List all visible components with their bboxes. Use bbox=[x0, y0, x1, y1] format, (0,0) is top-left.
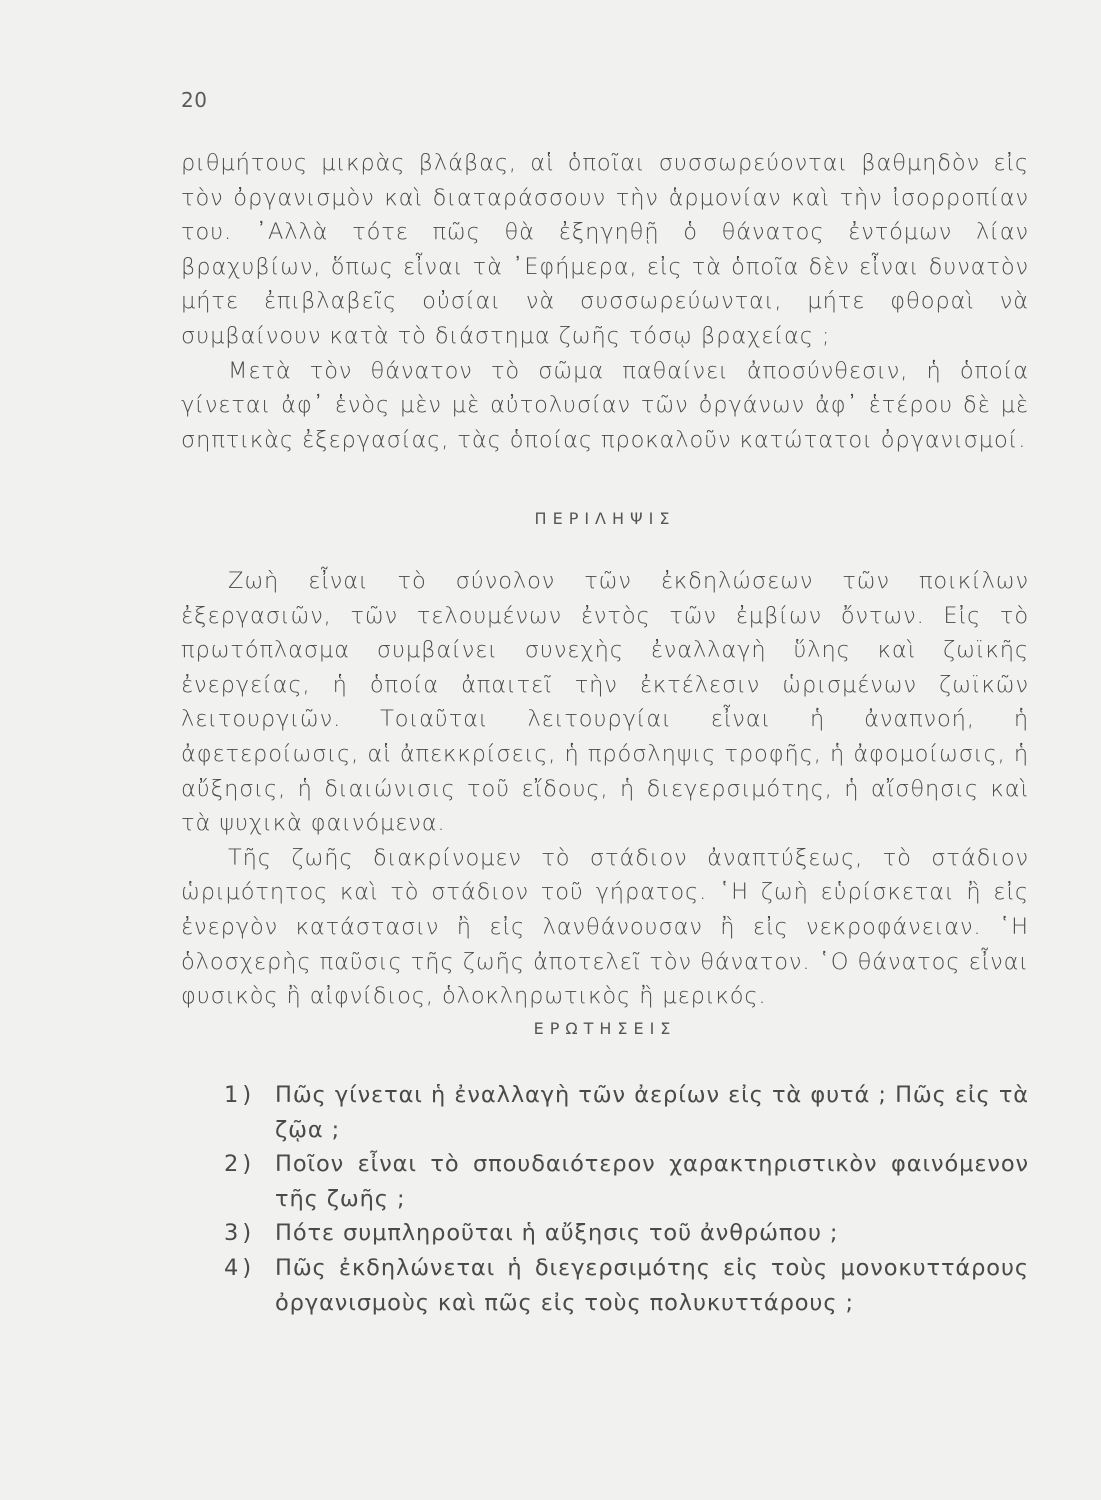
question-number: 3) bbox=[224, 1220, 256, 1247]
questions-list bbox=[181, 1078, 1029, 1320]
summary-paragraph-life: Ζωὴ εἶναι τὸ σύνολον τῶν ἐκδηλώσεων τῶν ποικίλων ἐξεργασιῶν, τῶν τελουμένων ἐντὸς τῶν ἐμβίων ὄντων. Εἰς τὸ πρωτόπλασμα συμβαίνει συνεχὴς ἐναλλαγὴ ὕλης καὶ ζωϊκῆς ἐνεργείας, ἡ ὁποία ἀπαιτεῖ τὴν ἐκτέλεσιν ὡρισμένων ζωϊκῶν λειτουργιῶν. Τοιαῦται λειτουργίαι εἶναι ἡ ἀναπνοή, ἡ ἀφετεροίωσις, αἱ ἀπεκκρίσεις, ἡ πρόσληψις τροφῆς, ἡ ἀφομοίωσις, ἡ αὔξησις, ἡ διαιώνισις τοῦ εἴδους, ἡ διεγερσιμότης, ἡ αἴσθησις καὶ τὰ ψυχικὰ φαινόμενα. bbox=[181, 568, 1029, 837]
question-text: Ποῖον εἶναι τὸ σπουδαιότερον χαρακτηριστικὸν φαινόμενον τῆς ζωῆς ; bbox=[275, 1151, 1029, 1212]
paragraph-decomposition: Μετὰ τὸν θάνατον τὸ σῶμα παθαίνει ἀποσύνθεσιν, ἡ ὁποία γίνεται ἀφ᾿ ἑνὸς μὲν μὲ αὐτολυσίαν τῶν ὀργάνων ἀφ᾿ ἑτέρου δὲ μὲ σηπτικὰς ἐξεργασίας, τὰς ὁποίας προκαλοῦν κατώτατοι ὀργανισμοί. bbox=[181, 357, 1029, 453]
question-item bbox=[181, 1216, 1029, 1251]
question-item bbox=[181, 1078, 1029, 1147]
question-number: 2) bbox=[224, 1151, 256, 1178]
question-number: 4) bbox=[224, 1254, 256, 1281]
body-text-top bbox=[181, 146, 1029, 457]
question-text: Πῶς γίνεται ἡ ἐναλλαγὴ τῶν ἀερίων εἰς τὰ φυτά ; Πῶς εἰς τὰ ζῷα ; bbox=[275, 1082, 1029, 1143]
page-number: 20 bbox=[181, 88, 208, 112]
question-text: Πότε συμπληροῦται ἡ αὔξησις τοῦ ἀνθρώπου ; bbox=[275, 1220, 839, 1247]
paragraph-continuation: ριθμήτους μικρὰς βλάβας, αἱ ὁποῖαι συσσωρεύονται βαθμηδὸν εἰς τὸν ὀργανισμὸν καὶ διαταράσσουν τὴν ἁρμονίαν καὶ τὴν ἰσορροπίαν του. ᾿Αλλὰ τότε πῶς θὰ ἐξηγηθῇ ὁ θάνατος ἐντόμων λίαν βραχυβίων, ὅπως εἶναι τὰ ᾿Εφήμερα, εἰς τὰ ὁποῖα δὲν εἶναι δυνατὸν μήτε ἐπιβλαβεῖς οὐσίαι νὰ συσσωρεύωνται, μήτε φθοραὶ νὰ συμβαίνουν κατὰ τὸ διάστημα ζωῆς τόσῳ βραχείας ; bbox=[181, 150, 1029, 349]
summary-heading: ΠΕΡΙΛΗΨΙΣ bbox=[534, 509, 676, 528]
questions-heading: ΕΡΩΤΗΣΕΙΣ bbox=[533, 1019, 677, 1038]
question-text: Πῶς ἐκδηλώνεται ἡ διεγερσιμότης εἰς τοὺς μονοκυττάρους ὀργανισμοὺς καὶ πῶς εἰς τοὺς πολυκυττάρους ; bbox=[275, 1254, 1029, 1316]
question-item bbox=[181, 1147, 1029, 1216]
summary-paragraph-stages: Τῆς ζωῆς διακρίνομεν τὸ στάδιον ἀναπτύξεως, τὸ στάδιον ὡριμότητος καὶ τὸ στάδιον τοῦ γήρατος. ῾Η ζωὴ εὑρίσκεται ἢ εἰς ἐνεργὸν κατάστασιν ἢ εἰς λανθάνουσαν ἢ εἰς νεκροφάνειαν. ῾Η ὁλοσχερὴς παῦσις τῆς ζωῆς ἀποτελεῖ τὸν θάνατον. ῾Ο θάνατος εἶναι φυσικὸς ἢ αἰφνίδιος, ὁλοκληρωτικὸς ἢ μερικός. bbox=[181, 844, 1029, 1010]
summary-text bbox=[181, 564, 1029, 1014]
question-item bbox=[181, 1251, 1029, 1320]
question-number: 1) bbox=[224, 1082, 256, 1108]
